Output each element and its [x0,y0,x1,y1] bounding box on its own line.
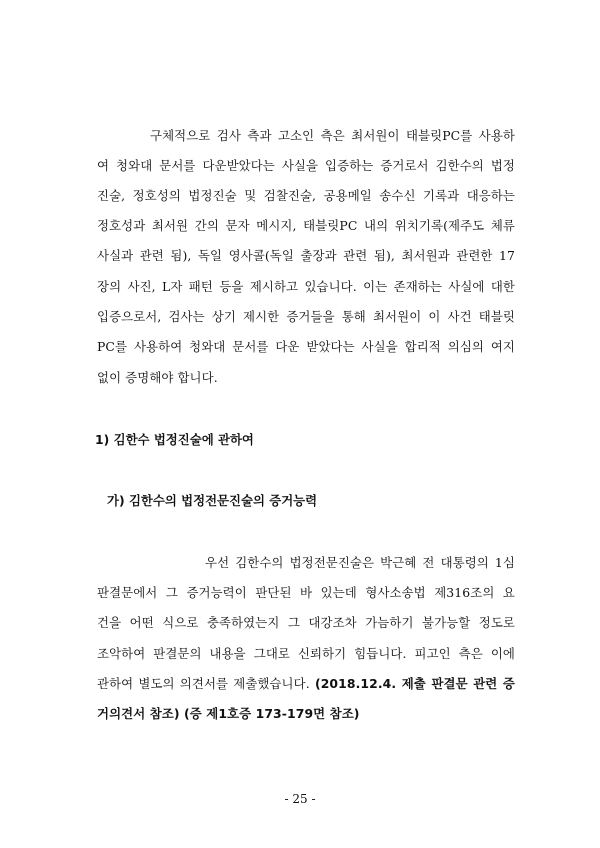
paragraph2-line-3: 건을 어떤 식으로 충족하였는지 그 대강조차 가늠하기 불가능할 정도로 [97,615,515,630]
paragraph2-line-6: 거의견서 참조) (증 제1호증 173-179면 참조) [97,706,360,721]
section-heading-2: 가) 김한수의 법정전문진술의 증거능력 [107,493,318,508]
paragraph1-line-1: 구체적으로 검사 측과 고소인 측은 최서원이 태블릿PC를 사용하 [150,128,515,143]
paragraph1-line-2: 여 청와대 문서를 다운받았다는 사실을 입증하는 증거로서 김한수의 법정 [97,158,515,173]
paragraph1-line-7: 입증으로서, 검사는 상기 제시한 증거들을 통해 최서원이 이 사건 태블릿 [97,309,515,324]
page-number: - 25 - [284,792,316,806]
paragraph1-line-9: 없이 증명해야 합니다. [97,370,218,385]
paragraph2-line-5-text: 관하여 별도의 의견서를 제출했습니다. [97,676,310,691]
paragraph1-line-4: 정호성과 최서원 간의 문자 메시지, 태블릿PC 내의 위치기록(제주도 체류 [97,218,515,233]
paragraph2-line-1: 우선 김한수의 법정전문진술은 박근혜 전 대통령의 1심 [205,555,515,570]
paragraph1-line-6: 장의 사진, L자 패턴 등을 제시하고 있습니다. 이는 존재하는 사실에 대한 [97,279,515,294]
paragraph2-line-4: 조악하여 판결문의 내용을 그대로 신뢰하기 힘듭니다. 피고인 측은 이에 [97,646,515,661]
paragraph2-line-2: 판결문에서 그 증거능력이 판단된 바 있는데 형사소송법 제316조의 요 [97,585,515,600]
paragraph1-line-5: 사실과 관련 됨), 독일 영사콜(독일 출장과 관련 됨), 최서원과 관련한 17 [97,248,515,263]
paragraph2-line-5-bold-ref: (2018.12.4. 제출 판결문 관련 증 [314,676,515,691]
paragraph2-line-5 [97,676,515,692]
section-heading-1: 1) 김한수 법정진술에 관하여 [95,432,254,447]
paragraph1-line-8: PC를 사용하여 청와대 문서를 다운 받았다는 사실을 합리적 의심의 여지 [97,339,515,354]
paragraph1-line-3: 진술, 정호성의 법정진술 및 검찰진술, 공용메일 송수신 기록과 대응하는 [97,188,515,203]
